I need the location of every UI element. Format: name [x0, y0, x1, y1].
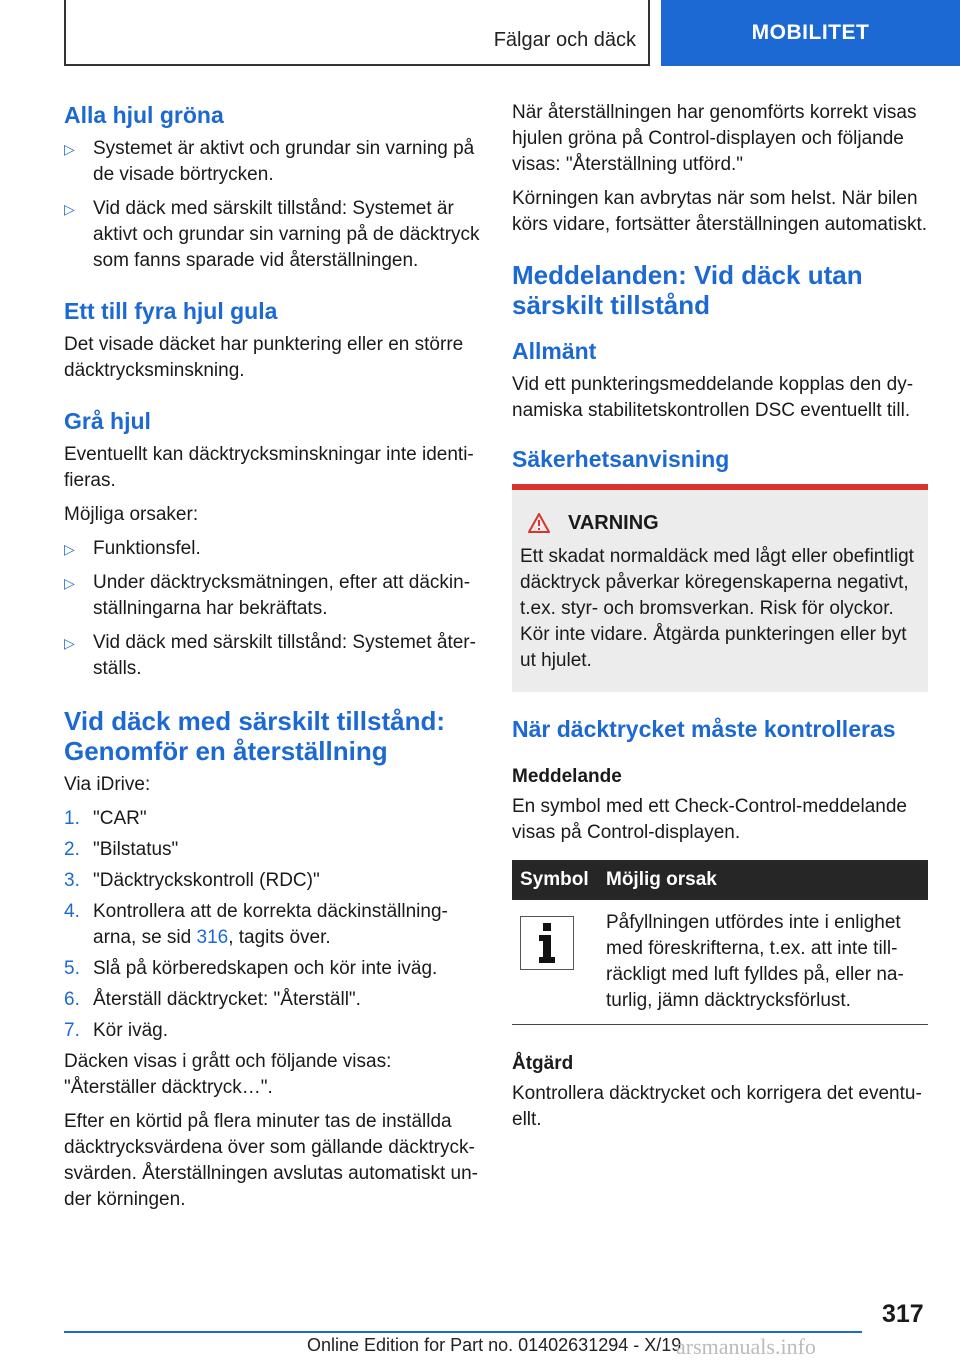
heading-message: Meddelande [512, 766, 622, 787]
warning-triangle-icon [528, 513, 550, 533]
message-text: En symbol med ett Check-Control-meddelande visas på Control-displayen. [512, 796, 907, 843]
grey-text: Eventuellt kan däcktrycksminskningar inte identifieras. [64, 444, 474, 491]
triangle-bullet-icon: ▷ [64, 141, 75, 157]
heading-grey: Grå hjul [64, 408, 151, 434]
drive-interrupt-text: Körningen kan avbrytas när som helst. När bilen körs vidare, fortsätter återställningen automatiskt. [512, 188, 928, 235]
green-list [64, 136, 482, 274]
header-chapter-label: MOBILITET [751, 21, 870, 44]
causes-list [64, 536, 482, 682]
after-text-2: Efter en körtid på flera minuter tas de inställda däcktrycksvärdena över som gällande däcktrycksvärden. Återställningen avslutas automatiskt under körningen. [64, 1111, 478, 1210]
header-chapter-tab[interactable] [661, 0, 960, 66]
heading-reset: Vid däck med särskilt tillstånd: Genomför en återställning [64, 706, 445, 766]
footer-divider [64, 1331, 862, 1333]
steps-list [64, 806, 482, 1044]
triangle-bullet-icon: ▷ [64, 541, 75, 557]
page-link-316[interactable]: 316 [196, 927, 229, 948]
reset-done-text: När återställningen har genomförts korrekt visas hjulen gröna på Control-displayen och följande visas: "Återställning utförd." [512, 102, 917, 175]
triangle-bullet-icon: ▷ [64, 201, 75, 217]
general-text: Vid ett punkteringsmeddelande kopplas den dynamiska stabilitetskontrollen DSC eventuellt till. [512, 374, 914, 421]
watermark: arsmanuals.info [676, 1334, 816, 1359]
heading-general: Allmänt [512, 338, 597, 364]
heading-messages: Meddelanden: Vid däck utan särskilt tillstånd [512, 260, 863, 320]
list-item: ▷ Under däcktrycksmätningen, efter att däckinställningarna har bekräftats. [64, 572, 471, 619]
causes-label: Möjliga orsaker: [64, 504, 199, 525]
heading-yellow: Ett till fyra hjul gula [64, 298, 278, 324]
list-item: 1. "CAR" [64, 808, 147, 829]
table-row [512, 900, 928, 1025]
via-idrive: Via iDrive: [64, 774, 151, 795]
list-item: ▷ Vid däck med särskilt tillstånd: Systemet är aktivt och grundar sin varning på de däcktryck som fanns sparade vid återställningen. [64, 198, 480, 271]
table-header-symbol: Symbol [512, 860, 602, 900]
action-text: Kontrollera däcktrycket och korrigera det eventuellt. [512, 1083, 922, 1130]
triangle-bullet-icon: ▷ [64, 635, 75, 651]
table-cell-cause: Påfyllningen utfördes inte i enlighet med föreskrifterna, t.ex. att inte tillräckligt med luft fylldes på, eller naturlig, jämn däcktrycksförlust. [602, 900, 928, 1025]
warning-box [512, 484, 928, 692]
header-section-title: Fälgar och däck [493, 29, 636, 51]
header-section-box [64, 0, 650, 66]
list-item: 2. "Bilstatus" [64, 839, 179, 860]
triangle-bullet-icon: ▷ [64, 575, 75, 591]
list-item: ▷ Vid däck med särskilt tillstånd: Systemet återställs. [64, 632, 476, 679]
list-item: ▷ Funktionsfel. [64, 536, 482, 562]
after-text-1: Däcken visas i grått och följande visas: "Återställer däcktryck…". [64, 1051, 392, 1098]
symbol-table [512, 860, 928, 1025]
left-column [64, 100, 482, 1221]
list-item: 3. "Däcktryckskontroll (RDC)" [64, 870, 320, 891]
table-header-cause: Möjlig orsak [602, 860, 928, 900]
list-item: 6. Återställ däcktrycket: "Återställ". [64, 989, 361, 1010]
list-item: ▷ Systemet är aktivt och grundar sin varning på de visade börtrycken. [64, 138, 475, 185]
heading-safety: Säkerhetsanvisning [512, 446, 730, 472]
list-item: 5. Slå på körberedskapen och kör inte iväg. [64, 958, 438, 979]
info-icon [520, 916, 574, 970]
heading-action: Åtgärd [512, 1053, 574, 1074]
yellow-text: Det visade däcket har punktering eller en större däcktrycksminskning. [64, 334, 464, 381]
list-item: 7. Kör iväg. [64, 1020, 168, 1041]
right-column [512, 100, 928, 1141]
page-number: 317 [882, 1300, 924, 1328]
footer-edition: Online Edition for Part no. 01402631294 - X/19 [307, 1335, 682, 1355]
heading-all-green: Alla hjul gröna [64, 102, 224, 128]
list-item: 4. Kontrollera att de korrekta däckinställningarna, se sid 316, tagits över. [64, 901, 448, 948]
heading-check-pressure: När däcktrycket måste kontrolleras [512, 716, 896, 742]
warning-text: Ett skadat normaldäck med lågt eller obefintligt däcktryck påverkar köregenskaperna negativt, t.ex. styr- och bromsverkan. Risk för olyckor. Kör inte vidare. Åtgärda punkteringen eller byt ut hjulet. [520, 546, 914, 671]
warning-title: VARNING [528, 510, 918, 536]
